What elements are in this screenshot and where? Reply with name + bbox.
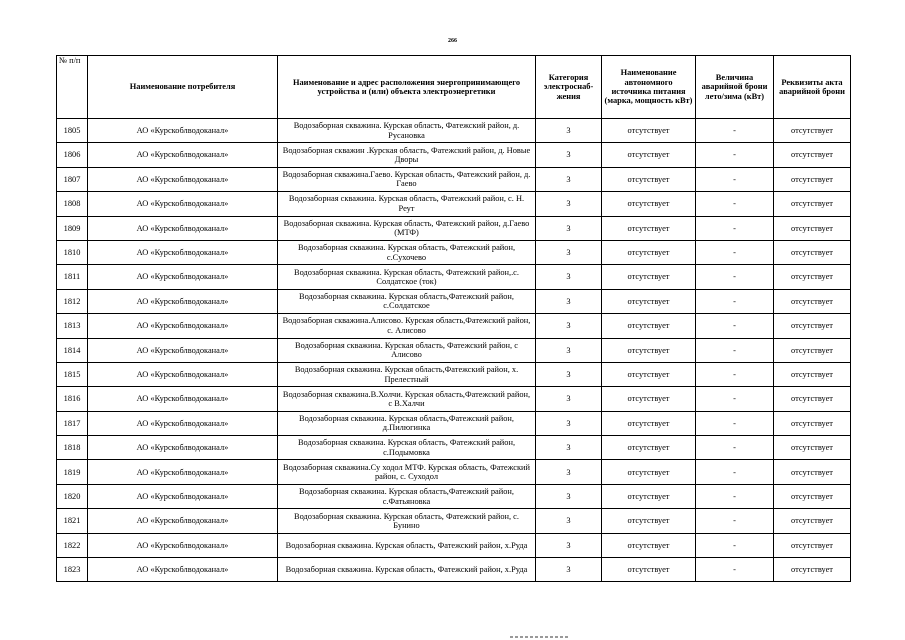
cell-reserve: - [696, 436, 774, 460]
table-row [57, 460, 851, 484]
cell-num: 1812 [57, 289, 88, 313]
header-object: Наименование и адрес расположения энергопринимающего устройства и (или) объекта электроэнергетики [278, 56, 536, 119]
cell-source: отсутствует [602, 216, 696, 240]
cell-reserve: - [696, 338, 774, 362]
cell-act: отсутствует [774, 119, 851, 143]
cell-category: 3 [536, 484, 602, 508]
table-header-row [57, 56, 851, 119]
cell-consumer: АО «Курскоблводоканал» [88, 411, 278, 435]
cell-consumer: АО «Курскоблводоканал» [88, 484, 278, 508]
cell-num: 1817 [57, 411, 88, 435]
cell-act: отсутствует [774, 192, 851, 216]
table-row [57, 484, 851, 508]
cell-category: 3 [536, 167, 602, 191]
table-row [57, 411, 851, 435]
cell-object: Водозаборная скважина.Алисово. Курская область,Фатежский район, с. Алисово [278, 314, 536, 338]
cell-reserve: - [696, 240, 774, 264]
cell-object: Водозаборная скважина. Курская область, Фатежский район,.с. Солдатское (ток) [278, 265, 536, 289]
page-number: 266 [448, 38, 457, 44]
cell-act: отсутствует [774, 143, 851, 167]
cell-num: 1818 [57, 436, 88, 460]
cell-reserve: - [696, 411, 774, 435]
cell-source: отсутствует [602, 192, 696, 216]
cell-object: Водозаборная скважина. Курская область, Фатежский район, х.Руда [278, 558, 536, 582]
cell-source: отсутствует [602, 167, 696, 191]
cell-consumer: АО «Курскоблводоканал» [88, 192, 278, 216]
cell-act: отсутствует [774, 411, 851, 435]
cell-category: 3 [536, 240, 602, 264]
cell-category: 3 [536, 411, 602, 435]
cell-reserve: - [696, 484, 774, 508]
cell-category: 3 [536, 387, 602, 411]
cell-num: 1819 [57, 460, 88, 484]
cell-num: 1806 [57, 143, 88, 167]
cell-consumer: АО «Курскоблводоканал» [88, 436, 278, 460]
cell-object: Водозаборная скважина. Курская область,Фатежский район, х. Прелестный [278, 362, 536, 386]
table-row [57, 509, 851, 533]
cell-reserve: - [696, 143, 774, 167]
cell-act: отсутствует [774, 314, 851, 338]
table-row [57, 167, 851, 191]
cell-category: 3 [536, 119, 602, 143]
cell-consumer: АО «Курскоблводоканал» [88, 558, 278, 582]
cell-source: отсутствует [602, 143, 696, 167]
cell-num: 1821 [57, 509, 88, 533]
cell-act: отсутствует [774, 216, 851, 240]
cell-category: 3 [536, 289, 602, 313]
cell-source: отсутствует [602, 509, 696, 533]
cell-consumer: АО «Курскоблводоканал» [88, 338, 278, 362]
cell-num: 1814 [57, 338, 88, 362]
cell-num: 1808 [57, 192, 88, 216]
table-row [57, 216, 851, 240]
cell-source: отсутствует [602, 484, 696, 508]
cell-category: 3 [536, 216, 602, 240]
cell-category: 3 [536, 265, 602, 289]
cell-act: отсутствует [774, 338, 851, 362]
cell-act: отсутствует [774, 387, 851, 411]
cell-object: Водозаборная скважин .Курская область, Фатежский район, д. Новые Дворы [278, 143, 536, 167]
cell-category: 3 [536, 436, 602, 460]
cell-consumer: АО «Курскоблводоканал» [88, 265, 278, 289]
cell-act: отсутствует [774, 362, 851, 386]
table-row [57, 338, 851, 362]
cell-num: 1813 [57, 314, 88, 338]
cell-object: Водозаборная скважина.В.Холчи. Курская область,Фатежский район, с В.Халчи [278, 387, 536, 411]
table-row [57, 240, 851, 264]
cell-num: 1823 [57, 558, 88, 582]
cell-source: отсутствует [602, 314, 696, 338]
cell-act: отсутствует [774, 265, 851, 289]
cell-source: отсутствует [602, 411, 696, 435]
cell-source: отсутствует [602, 436, 696, 460]
cell-reserve: - [696, 119, 774, 143]
cell-object: Водозаборная скважина. Курская область, Фатежский район, с.Подымовка [278, 436, 536, 460]
cell-num: 1815 [57, 362, 88, 386]
cell-consumer: АО «Курскоблводоканал» [88, 387, 278, 411]
cell-category: 3 [536, 143, 602, 167]
cell-object: Водозаборная скважина. Курская область, Фатежский район, с. Н. Реут [278, 192, 536, 216]
cell-consumer: АО «Курскоблводоканал» [88, 533, 278, 557]
table-row [57, 436, 851, 460]
cell-reserve: - [696, 289, 774, 313]
cell-reserve: - [696, 460, 774, 484]
cell-object: Водозаборная скважина. Курская область, Фатежский район, д.Гаево (МТФ) [278, 216, 536, 240]
cell-num: 1807 [57, 167, 88, 191]
cell-reserve: - [696, 192, 774, 216]
cell-object: Водозаборная скважина. Курская область, Фатежский район, с.Сухочево [278, 240, 536, 264]
cell-num: 1805 [57, 119, 88, 143]
table-row [57, 119, 851, 143]
table-row [57, 192, 851, 216]
cell-object: Водозаборная скважина. Курская область,Фатежский район, д.Пилюгинка [278, 411, 536, 435]
cell-source: отсутствует [602, 533, 696, 557]
cell-num: 1822 [57, 533, 88, 557]
cell-reserve: - [696, 387, 774, 411]
cell-reserve: - [696, 533, 774, 557]
header-num: № п/п [57, 56, 88, 119]
cell-object: Водозаборная скважина. Курская область, Фатежский район, х.Руда [278, 533, 536, 557]
cell-category: 3 [536, 192, 602, 216]
cell-source: отсутствует [602, 387, 696, 411]
header-source: Наименование автономного источника питания (марка, мощность кВт) [602, 56, 696, 119]
cell-consumer: АО «Курскоблводоканал» [88, 119, 278, 143]
cell-act: отсутствует [774, 484, 851, 508]
header-consumer: Наименование потребителя [88, 56, 278, 119]
cell-object: Водозаборная скважина. Курская область, Фатежский район, д. Русановка [278, 119, 536, 143]
cell-consumer: АО «Курскоблводоканал» [88, 460, 278, 484]
cell-source: отсутствует [602, 119, 696, 143]
cell-num: 1810 [57, 240, 88, 264]
cell-reserve: - [696, 362, 774, 386]
cell-object: Водозаборная скважина. Курская область,Фатежский район, с.Фатьяновка [278, 484, 536, 508]
cell-consumer: АО «Курскоблводоканал» [88, 509, 278, 533]
cell-num: 1820 [57, 484, 88, 508]
cell-category: 3 [536, 533, 602, 557]
cell-act: отсутствует [774, 240, 851, 264]
table-row [57, 289, 851, 313]
header-category: Категория электроснаб-жения [536, 56, 602, 119]
cell-object: Водозаборная скважина.Су ходол МТФ. Курская область, Фатежский район, с. Суходол [278, 460, 536, 484]
cell-consumer: АО «Курскоблводоканал» [88, 240, 278, 264]
cell-consumer: АО «Курскоблводоканал» [88, 362, 278, 386]
cell-reserve: - [696, 216, 774, 240]
cell-consumer: АО «Курскоблводоканал» [88, 216, 278, 240]
cell-object: Водозаборная скважина. Курская область,Фатежский район, с.Солдатское [278, 289, 536, 313]
cell-object: Водозаборная скважина. Курская область, Фатежский район, с. Бунино [278, 509, 536, 533]
table-row [57, 387, 851, 411]
cell-source: отсутствует [602, 558, 696, 582]
cell-reserve: - [696, 314, 774, 338]
cell-category: 3 [536, 314, 602, 338]
cell-act: отсутствует [774, 289, 851, 313]
cell-source: отсутствует [602, 460, 696, 484]
cell-category: 3 [536, 362, 602, 386]
cell-consumer: АО «Курскоблводоканал» [88, 289, 278, 313]
cell-consumer: АО «Курскоблводоканал» [88, 314, 278, 338]
cell-reserve: - [696, 509, 774, 533]
cell-reserve: - [696, 167, 774, 191]
table-row [57, 533, 851, 557]
cell-act: отсутствует [774, 436, 851, 460]
cell-category: 3 [536, 460, 602, 484]
cell-source: отсутствует [602, 362, 696, 386]
table-row [57, 314, 851, 338]
cell-reserve: - [696, 265, 774, 289]
header-reserve: Величина аварийной брони лето/зима (кВт) [696, 56, 774, 119]
header-act: Реквизиты акта аварийной брони [774, 56, 851, 119]
cell-source: отсутствует [602, 289, 696, 313]
cell-source: отсутствует [602, 240, 696, 264]
cell-object: Водозаборная скважина. Курская область, Фатежский район, с Алисово [278, 338, 536, 362]
cell-act: отсутствует [774, 460, 851, 484]
cell-reserve: - [696, 558, 774, 582]
cell-category: 3 [536, 338, 602, 362]
cell-object: Водозаборная скважина.Гаево. Курская область, Фатежский район, д. Гаево [278, 167, 536, 191]
cell-source: отсутствует [602, 338, 696, 362]
table-row [57, 143, 851, 167]
cell-num: 1816 [57, 387, 88, 411]
cell-source: отсутствует [602, 265, 696, 289]
cell-consumer: АО «Курскоблводоканал» [88, 143, 278, 167]
reserve-register-table [56, 55, 851, 582]
cell-consumer: АО «Курскоблводоканал» [88, 167, 278, 191]
cell-act: отсутствует [774, 167, 851, 191]
cell-category: 3 [536, 558, 602, 582]
cell-act: отсутствует [774, 558, 851, 582]
cell-num: 1809 [57, 216, 88, 240]
cell-act: отсутствует [774, 533, 851, 557]
table-row [57, 362, 851, 386]
cell-act: отсутствует [774, 509, 851, 533]
table-row [57, 265, 851, 289]
cell-num: 1811 [57, 265, 88, 289]
table-row [57, 558, 851, 582]
scan-artifact [510, 636, 570, 638]
cell-category: 3 [536, 509, 602, 533]
